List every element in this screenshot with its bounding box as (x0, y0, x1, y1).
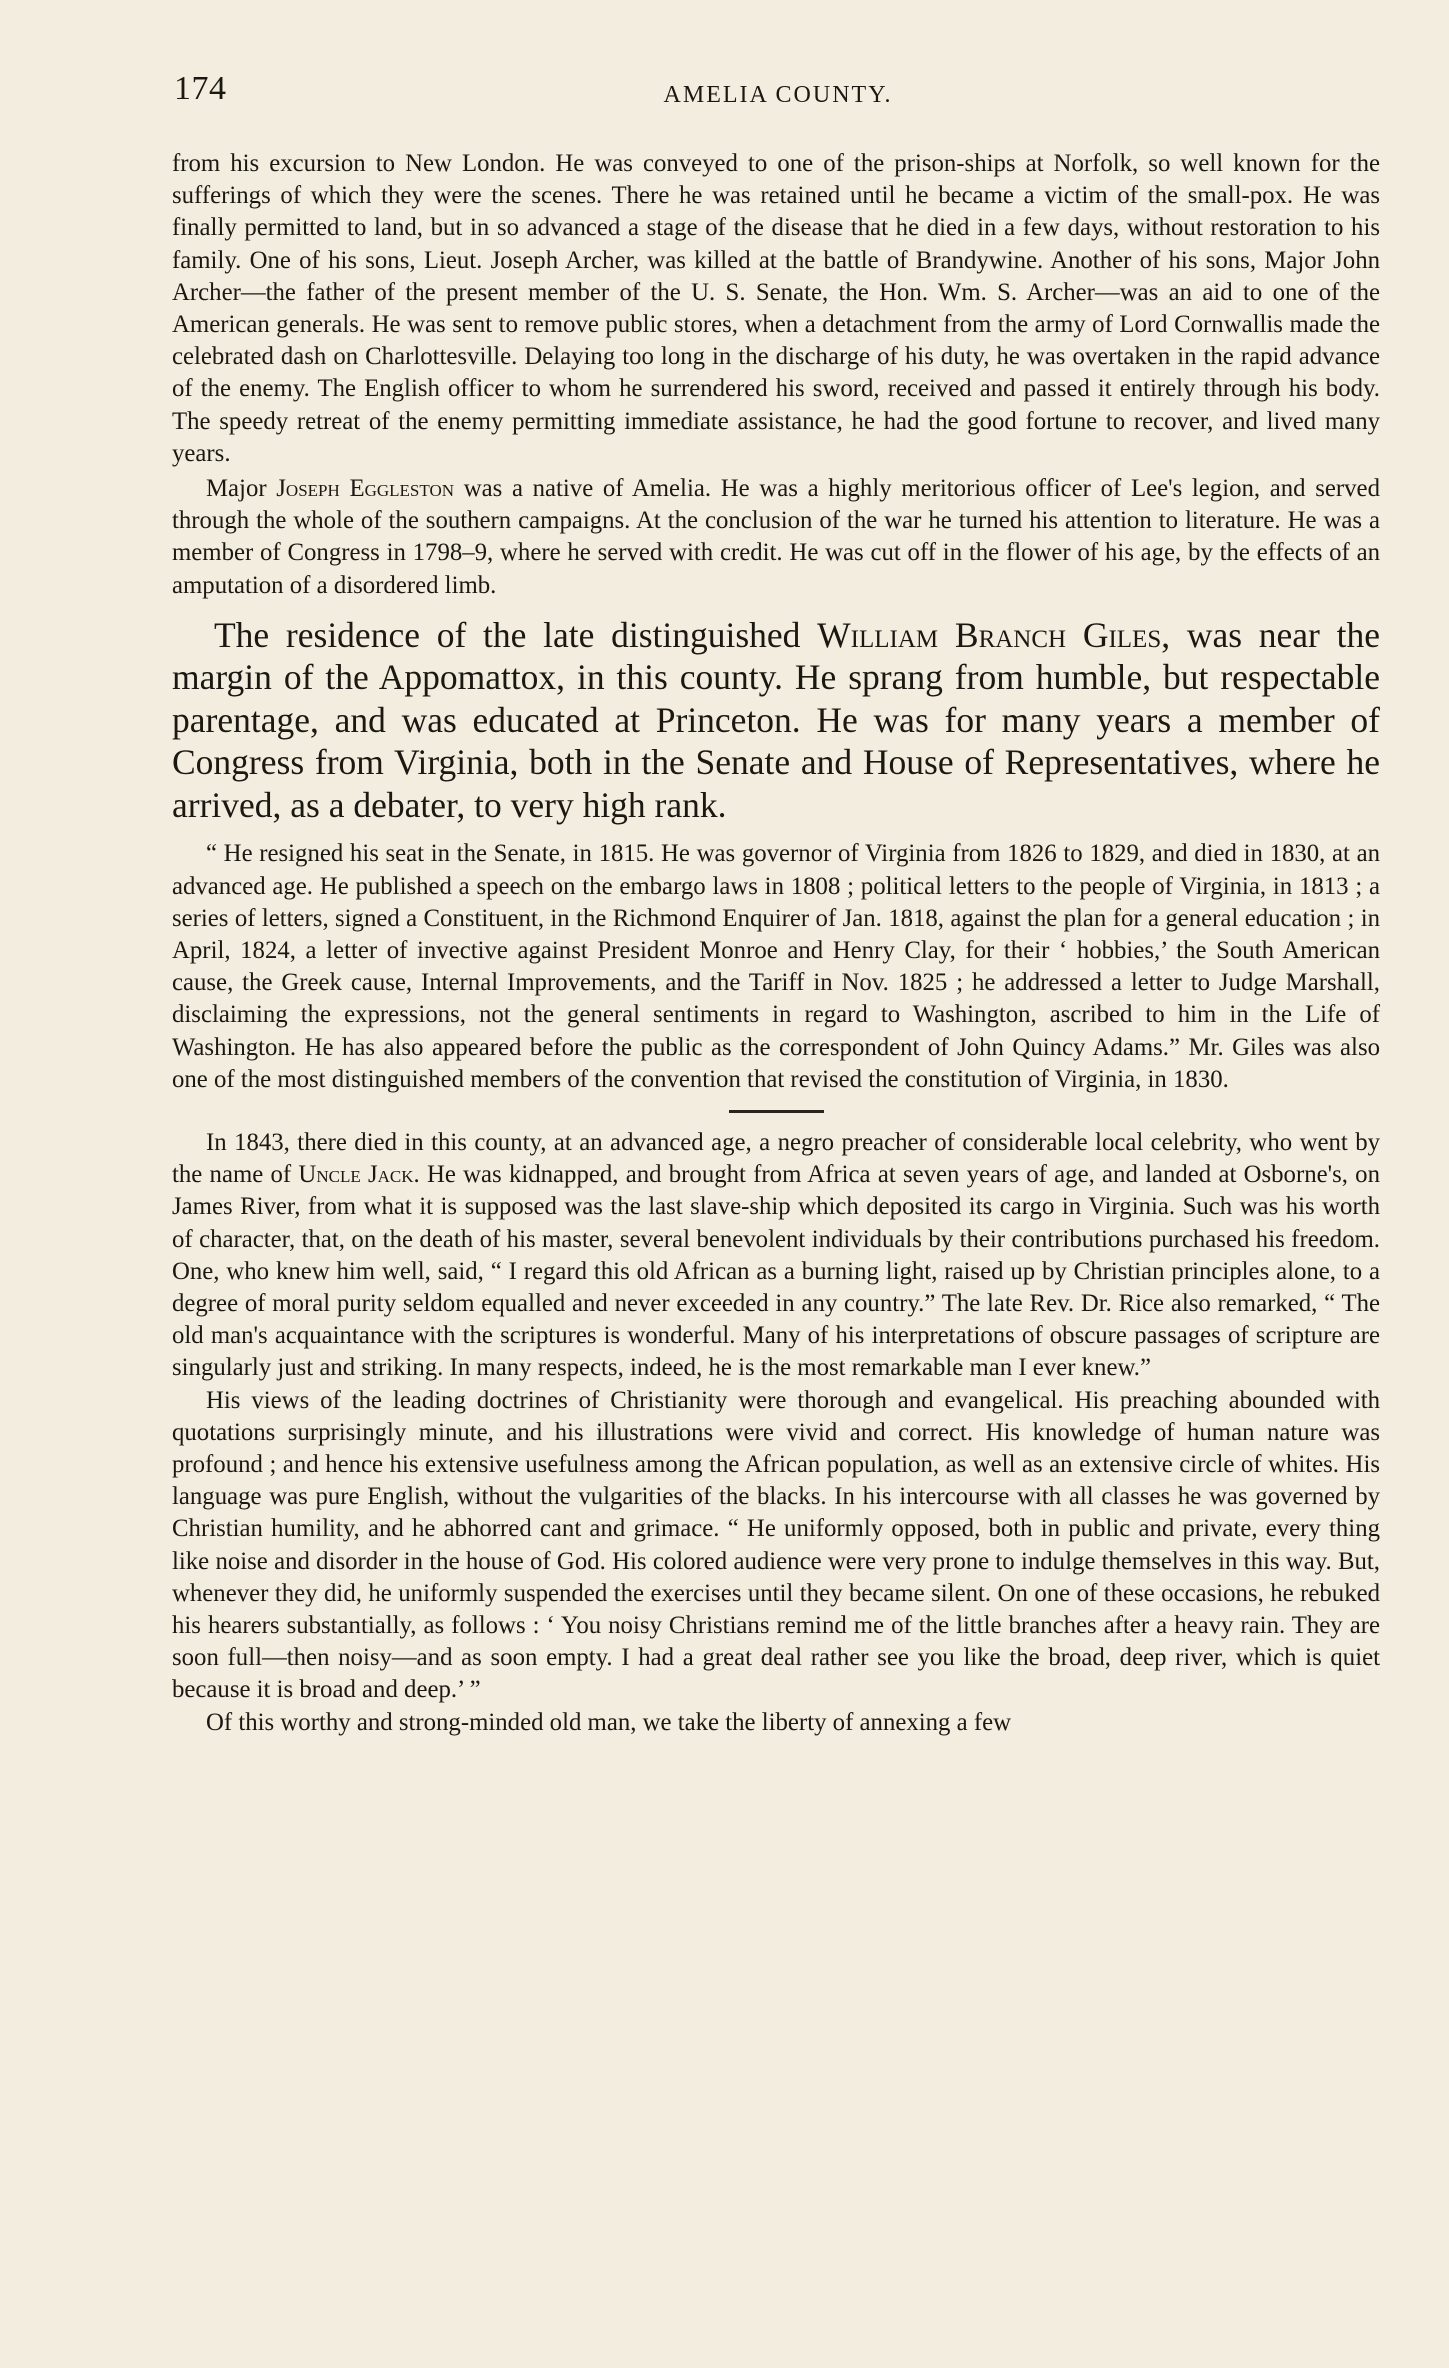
name-william-branch-giles: William Branch Giles (817, 614, 1162, 655)
page-header (172, 70, 1384, 122)
section-divider (729, 1110, 824, 1113)
paragraph-eggleston-lead: Major (206, 475, 277, 503)
paragraph-giles-text: , was near the margin of the Appomattox, in this county. He sprang from humble, but respectable parentage, and was educated at Princeton. He was for many years a member of Congress from Virginia, both in the Senate and House of Representatives, where he arrived, as a debater, to very high rank. (172, 614, 1380, 825)
paragraph-giles-quote: “ He resigned his seat in the Senate, in 1815. He was governor of Virginia from 1826 to 1829, and died in 1830, at an advanced age. He published a speech on the embargo laws in 1808 ; political letters to the people of Virginia, in 1813 ; a series of letters, signed a Constituent, in the Richmond Enquirer of Jan. 1818, against the plan for a general education ; in April, 1824, a letter of invective against President Monroe and Henry Clay, for their ‘ hobbies,’ the South American cause, the Greek cause, Internal Improvements, and the Tariff in Nov. 1825 ; he addressed a letter to Judge Marshall, disclaiming the expressions, not the general sentiments in regard to Washington, ascribed to him in the Life of Washington. He has also appeared before the public as the correspondent of John Quincy Adams.” Mr. Giles was also one of the most distinguished members of the convention that revised the constitution of Virginia, in 1830. (172, 840, 1380, 1093)
page-number: 174 (174, 70, 227, 107)
paragraph-uncle-jack-lead: In 1843, there died in this county, at an advanced age, a negro preacher of considerable local celebrity, who went by the name of (172, 1128, 1380, 1189)
paragraph-uncle-jack-text: . He was kidnapped, and brought from Africa at seven years of age, and landed at Osborne's, on James River, from what it is supposed was the last slave-ship which deposited its cargo in Virginia. Such was his worth of character, that, on the death of his master, several benevolent individuals by their contributions purchased his freedom. One, who knew him well, said, “ I regard this old African as a burning light, raised up by Christian principles alone, to a degree of moral purity seldom equalled and never exceeded in any country.” The late Rev. Dr. Rice also remarked, “ The old man's acquaintance with the scriptures is wonderful. Many of his interpretations of obscure passages of scripture are singularly just and striking. In many respects, indeed, he is the most remarkable man I ever knew.” (172, 1161, 1380, 1382)
paragraph-giles (172, 614, 1380, 827)
body-text (172, 148, 1380, 1739)
paragraph-uncle-jack-views: His views of the leading doctrines of Christianity were thorough and evangelical. His preaching abounded with quotations surprisingly minute, and his illustrations were vivid and correct. His knowledge of human nature was profound ; and hence his extensive usefulness among the African population, as well as an extensive circle of whites. His language was pure English, without the vulgarities of the blacks. In his intercourse with all classes he was governed by Christian humility, and he abhorred cant and grimace. “ He uniformly opposed, both in public and private, every thing like noise and disorder in the house of God. His colored audience were very prone to indulge themselves in this way. But, whenever they did, he uniformly suspended the exercises until they became silent. On one of these occasions, he rebuked his hearers substantially, as follows : ‘ You noisy Christians remind me of the little branches after a heavy rain. They are soon full—then noisy—and as soon empty. I had a great deal rather see you like the broad, deep river, which is quiet because it is broad and deep.’ ” (172, 1386, 1380, 1704)
paragraph-archer: from his excursion to New London. He was conveyed to one of the prison-ships at Norfolk, so well known for the sufferings of which they were the scenes. There he was retained until he became a victim of the small-pox. He was finally permitted to land, but in so advanced a stage of the disease that he died in a few days, without restoration to his family. One of his sons, Lieut. Joseph Archer, was killed at the battle of Brandywine. Another of his sons, Major John Archer—the father of the present member of the U. S. Senate, the Hon. Wm. S. Archer—was an aid to one of the American generals. He was sent to remove public stores, when a detachment from the army of Lord Cornwallis made the celebrated dash on Charlottesville. Delaying too long in the discharge of his duty, he was overtaken in the rapid advance of the enemy. The English officer to whom he surrendered his sword, received and passed it entirely through his body. The speedy retreat of the enemy permitting immediate assistance, he had the good fortune to recover, and lived many years. (172, 150, 1380, 467)
running-head: AMELIA COUNTY. (663, 82, 893, 108)
paragraph-closing: Of this worthy and strong-minded old man, we take the liberty of annexing a few (206, 1708, 1012, 1736)
name-joseph-eggleston: Joseph Eggleston (276, 475, 455, 503)
paragraph-eggleston (172, 473, 1380, 602)
paragraph-uncle-jack (172, 1127, 1380, 1385)
paragraph-eggleston-text: was a native of Amelia. He was a highly meritorious officer of Lee's legion, and served through the whole of the southern campaigns. At the conclusion of the war he turned his attention to literature. He was a member of Congress in 1798–9, where he served with credit. He was cut off in the flower of his age, by the effects of an amputation of a disordered limb. (172, 475, 1380, 599)
paragraph-giles-lead: The residence of the late distinguished (214, 614, 818, 655)
name-uncle-jack: Uncle Jack (298, 1161, 414, 1189)
